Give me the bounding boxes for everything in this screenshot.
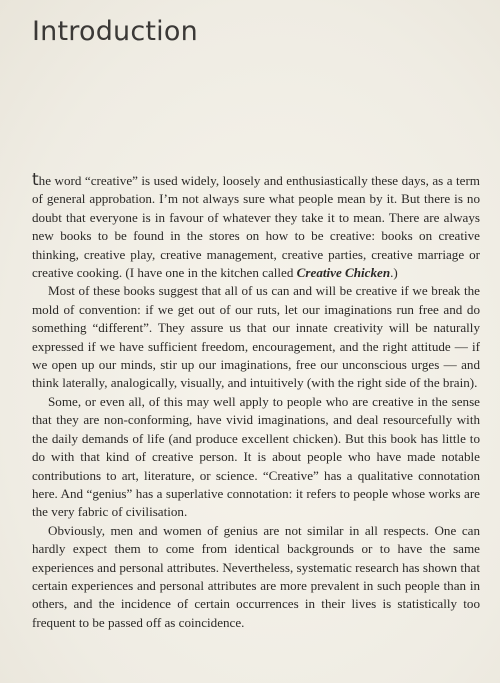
chapter-title: Introduction xyxy=(32,16,198,47)
paragraph-2: Most of these books suggest that all of us can and will be creative if we break the mold of convention: if we get out of our ruts, let our imaginations run free and do something “different”. They assure us that our innate creativity will be naturally expressed if we have sufficient freedom, encouragement, and the right attitude — if we open up our minds, stir up our imaginations, free our unconscious urges — and think laterally, analogically, visually, and intuitively (with the right side of the brain). xyxy=(32,283,480,391)
paragraph-1-text-a: he word “creative” is used widely, loosely and enthusiastically these days, as a term of general approbation. I’m not always sure what people mean by it. But there is no doubt that everyone is in favour of whatever they take it to mean. There are always new books to be found in the stores on how to be creative: books on creative thinking, creative play, creative management, creative parties, creative marriage or creative cooking. (I have one in the kitchen called xyxy=(32,173,480,281)
body-text xyxy=(32,172,480,632)
drop-cap: t xyxy=(32,170,39,190)
paragraph-4: Obviously, men and women of genius are not similar in all respects. One can hardly expect them to come from identical backgrounds or to have the same experiences and personal attributes. Nevertheless, systematic research has shown that certain experiences and personal attributes are more prevalent in such people than in others, and the incidence of certain occurrences in their lives is statistically too frequent to be passed off as coincidence. xyxy=(32,522,480,630)
book-title-creative-chicken: Creative Chicken xyxy=(296,265,391,281)
paragraph-1 xyxy=(32,172,480,282)
paragraph-1-text-b: .) xyxy=(390,265,398,281)
paragraph-3: Some, or even all, of this may well apply to people who are creative in the sense that they are non-conforming, have vivid imaginations, and deal resourcefully with the daily demands of life (and produce excellent chicken). But this book has little to do with that kind of creative person. It is about people who have made notable contributions to art, literature, or science. “Creative” has a qualitative connotation here. And “genius” has a superlative connotation: it refers to people whose works are the very fabric of civilisation. xyxy=(32,393,480,520)
